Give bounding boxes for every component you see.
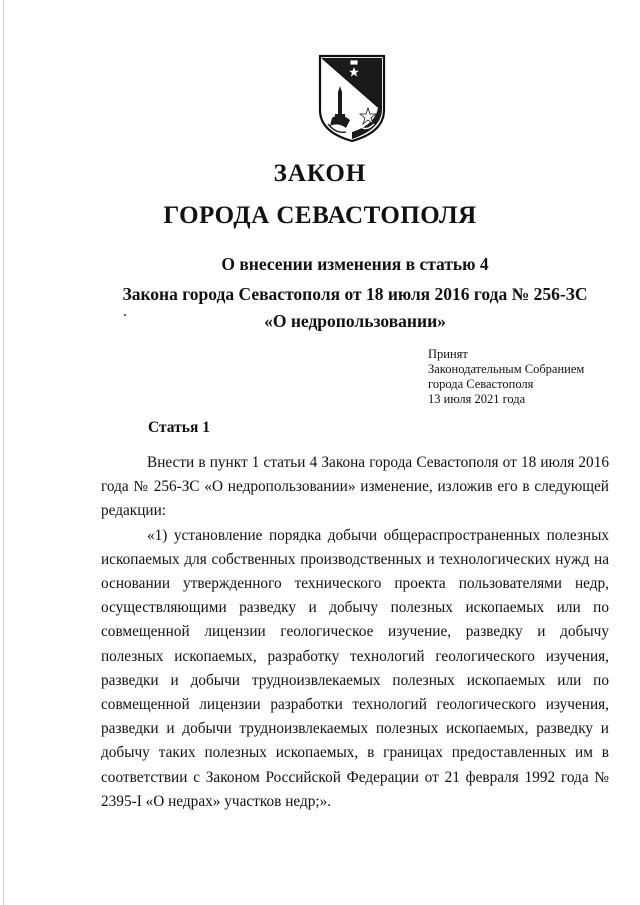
adoption-line: Принят (428, 347, 468, 361)
adoption-note (428, 347, 584, 407)
law-heading-line-2: Закона города Севастополя от 18 июля 2016 года № 256-ЗС (122, 284, 588, 304)
article-paragraph-quoted-amendment: «1) установление порядка добычи общераспространенных полезных ископаемых для собственных производственных и технологических нужд на основании утвержденного технического проекта пользователями недр, осуществляющими разведку и добычу полезных ископаемых или по совмещенной лицензии геологическое изучение, разведку и добычу полезных ископаемых, разработку технологий геологического изучения, разведки и добычи трудноизвлекаемых полезных ископаемых или по совмещенной лицензии разработки технологий геологического изучения, разведки и добычи трудноизвлекаемых полезных ископаемых, разведку и добычу таких полезных ископаемых, в границах предоставленных им в соответствии с Законом Российской Федерации от 21 февраля 1992 года № 2395-I «О недрах» участков недр;». (101, 526, 609, 810)
adoption-date: 13 июля 2021 года (428, 392, 526, 406)
page-edge-line (3, 0, 4, 905)
adoption-line: Законодательным Собранием (428, 362, 585, 376)
article-paragraph: Внести в пункт 1 статьи 4 Закона города Севастополя от 18 июля 2016 года № 256-ЗС «О недропользовании» изменение, изложив его в следующей редакции: (101, 454, 609, 520)
law-heading-line-1: О внесении изменения в статью 4 (221, 254, 489, 274)
article-title: Статья 1 (148, 419, 210, 436)
sevastopol-coat-of-arms-icon (316, 52, 388, 144)
document-title: ЗАКОН (273, 160, 367, 187)
scan-speck (124, 314, 126, 316)
law-heading-line-3: «О недропользовании» (264, 311, 446, 331)
document-subtitle: ГОРОДА СЕВАСТОПОЛЯ (163, 202, 477, 229)
adoption-line: города Севастополя (428, 377, 534, 391)
article-body (101, 451, 609, 814)
